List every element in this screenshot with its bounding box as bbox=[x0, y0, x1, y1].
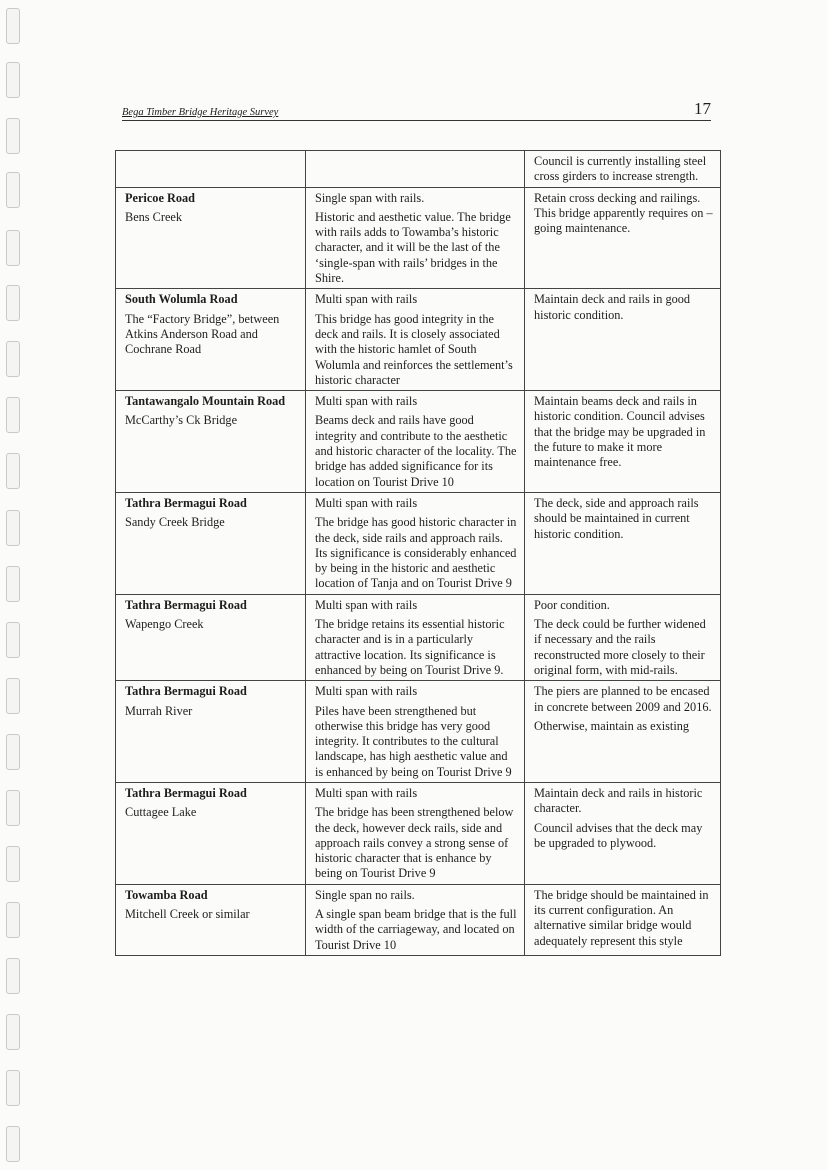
significance-text: Historic and aesthetic value. The bridge with rails adds to Towamba’s historic character, and it will be the last of the ‘single-span with rails’ bridges in the Shire. bbox=[315, 209, 511, 286]
significance-text: Beams deck and rails have good integrity and contribute to the aesthetic and historic character of the locality. The bridge has added significance for its location on Tourist Drive 10 bbox=[315, 413, 517, 489]
recommendation-text: Council advises that the deck may be upgraded to plywood. bbox=[534, 820, 703, 850]
recommendation-text: Maintain deck and rails in historic character. bbox=[534, 785, 703, 816]
recommendation-text: Maintain beams deck and rails in historic condition. Council advises that the bridge may be upgraded in the future to make it more maintenance free. bbox=[534, 394, 706, 470]
bridge-name: Sandy Creek Bridge bbox=[125, 515, 225, 530]
recommendation-text: Maintain deck and rails in good historic condition. bbox=[534, 292, 691, 322]
table-row bbox=[116, 681, 721, 783]
bridge-type: Multi span with rails bbox=[315, 292, 418, 307]
recommendation-text: Council is currently installing steel cross girders to increase strength. bbox=[534, 154, 707, 184]
binder-hole bbox=[6, 790, 20, 826]
significance-text: This bridge has good integrity in the deck and rails. It is closely associated with the historic hamlet of South Wolumla and reinforces the settlement’s historic character bbox=[315, 311, 513, 387]
bridge-type: Multi span with rails bbox=[315, 495, 418, 510]
significance-text: Piles have been strengthened but otherwise this bridge has very good integrity. It contributes to the cultural landscape, has high aesthetic value and is enhanced by being on Tourist Drive 9 bbox=[315, 703, 512, 779]
binder-hole bbox=[6, 397, 20, 433]
binder-hole bbox=[6, 1070, 20, 1106]
binder-hole bbox=[6, 1126, 20, 1162]
bridge-name: Mitchell Creek or similar bbox=[125, 907, 250, 922]
table-row bbox=[116, 594, 721, 680]
bridge-location-cell bbox=[116, 289, 306, 391]
bridge-location-cell bbox=[116, 151, 306, 188]
bridge-description-cell bbox=[306, 391, 525, 493]
road-name: South Wolumla Road bbox=[125, 292, 238, 307]
table-row bbox=[116, 391, 721, 493]
significance-text: The bridge retains its essential historic character and is in a particularly attractive location. Its significance is enhanced by being on Tourist Drive 9. bbox=[315, 617, 505, 677]
bridge-location-cell bbox=[116, 782, 306, 884]
bridge-name: Murrah River bbox=[125, 703, 193, 718]
bridge-description-cell bbox=[306, 594, 525, 680]
bridge-name: Wapengo Creek bbox=[125, 617, 204, 632]
road-name: Pericoe Road bbox=[125, 190, 195, 205]
significance-text: The bridge has good historic character in the deck, side rails and approach rails. Its significance is considerably enhanced by being in the historic and aesthetic location of Tanja and on Tourist Drive 9 bbox=[315, 515, 517, 591]
table-body bbox=[116, 151, 721, 956]
road-name: Tantawangalo Mountain Road bbox=[125, 394, 286, 409]
bridge-location-cell bbox=[116, 391, 306, 493]
binder-hole bbox=[6, 172, 20, 208]
binder-hole bbox=[6, 118, 20, 154]
bridge-location-cell bbox=[116, 884, 306, 955]
recommendation-text: Retain cross decking and railings. This bridge apparently requires on – going maintenance. bbox=[534, 190, 713, 236]
bridge-description-cell bbox=[306, 289, 525, 391]
table-row bbox=[116, 187, 721, 289]
bridge-name: Cuttagee Lake bbox=[125, 805, 197, 820]
recommendation-cell bbox=[525, 187, 721, 289]
binder-hole bbox=[6, 958, 20, 994]
binder-hole bbox=[6, 62, 20, 98]
binder-hole bbox=[6, 1014, 20, 1050]
bridge-description-cell bbox=[306, 782, 525, 884]
page-number: 17 bbox=[694, 99, 711, 118]
road-name: Tathra Bermagui Road bbox=[125, 597, 247, 612]
road-name: Tathra Bermagui Road bbox=[125, 495, 247, 510]
bridge-type: Multi span with rails bbox=[315, 785, 418, 800]
bridge-name: McCarthy’s Ck Bridge bbox=[125, 413, 238, 428]
binder-hole bbox=[6, 734, 20, 770]
bridge-type: Multi span with rails bbox=[315, 597, 418, 612]
recommendation-text: The bridge should be maintained in its current configuration. An alternative similar bridge would adequately represent this style bbox=[534, 887, 709, 948]
recommendation-cell bbox=[525, 492, 721, 594]
table-row bbox=[116, 151, 721, 188]
recommendation-cell bbox=[525, 289, 721, 391]
table-row bbox=[116, 289, 721, 391]
page-header bbox=[122, 98, 711, 121]
table-row bbox=[116, 782, 721, 884]
road-name: Tathra Bermagui Road bbox=[125, 684, 247, 699]
recommendation-cell bbox=[525, 594, 721, 680]
binder-hole bbox=[6, 846, 20, 882]
binder-hole bbox=[6, 902, 20, 938]
bridge-location-cell bbox=[116, 681, 306, 783]
binder-hole bbox=[6, 8, 20, 44]
bridge-name: The “Factory Bridge”, between Atkins Anderson Road and Cochrane Road bbox=[125, 311, 280, 357]
bridge-type: Single span no rails. bbox=[315, 887, 415, 902]
recommendation-cell bbox=[525, 151, 721, 188]
recommendation-text: Otherwise, maintain as existing bbox=[534, 718, 690, 733]
recommendation-text: The deck could be further widened if necessary and the rails reconstructed more closely to their original form, with mid-rails. bbox=[534, 617, 706, 677]
significance-text: The bridge has been strengthened below the deck, however deck rails, side and approach rails convey a strong sense of historic character that is enhance by being on Tourist Drive 9 bbox=[315, 805, 514, 881]
binder-hole bbox=[6, 566, 20, 602]
bridge-location-cell bbox=[116, 492, 306, 594]
table-row bbox=[116, 884, 721, 955]
binder-holes bbox=[4, 0, 24, 1170]
recommendation-cell bbox=[525, 782, 721, 884]
bridge-survey-table bbox=[115, 150, 721, 956]
binder-hole bbox=[6, 230, 20, 266]
significance-text: A single span beam bridge that is the full width of the carriageway, and located on Tourist Drive 10 bbox=[315, 907, 517, 952]
recommendation-text: The piers are planned to be encased in concrete between 2009 and 2016. bbox=[534, 684, 712, 714]
bridge-description-cell bbox=[306, 681, 525, 783]
table-row bbox=[116, 492, 721, 594]
recommendation-text: Poor condition. bbox=[534, 597, 610, 612]
bridge-type: Multi span with rails bbox=[315, 394, 418, 409]
bridge-description-cell bbox=[306, 187, 525, 289]
recommendation-cell bbox=[525, 391, 721, 493]
binder-hole bbox=[6, 341, 20, 377]
bridge-description-cell bbox=[306, 884, 525, 955]
road-name: Tathra Bermagui Road bbox=[125, 785, 247, 800]
bridge-description-cell bbox=[306, 492, 525, 594]
binder-hole bbox=[6, 285, 20, 321]
recommendation-cell bbox=[525, 681, 721, 783]
recommendation-cell bbox=[525, 884, 721, 955]
binder-hole bbox=[6, 678, 20, 714]
road-name: Towamba Road bbox=[125, 887, 208, 902]
recommendation-text: The deck, side and approach rails should be maintained in current historic condition. bbox=[534, 495, 699, 541]
binder-hole bbox=[6, 622, 20, 658]
bridge-name: Bens Creek bbox=[125, 209, 183, 224]
bridge-type: Single span with rails. bbox=[315, 190, 425, 205]
bridge-description-cell bbox=[306, 151, 525, 188]
bridge-type: Multi span with rails bbox=[315, 684, 418, 699]
binder-hole bbox=[6, 453, 20, 489]
binder-hole bbox=[6, 510, 20, 546]
bridge-location-cell bbox=[116, 187, 306, 289]
document-title: Bega Timber Bridge Heritage Survey bbox=[122, 107, 279, 118]
bridge-location-cell bbox=[116, 594, 306, 680]
